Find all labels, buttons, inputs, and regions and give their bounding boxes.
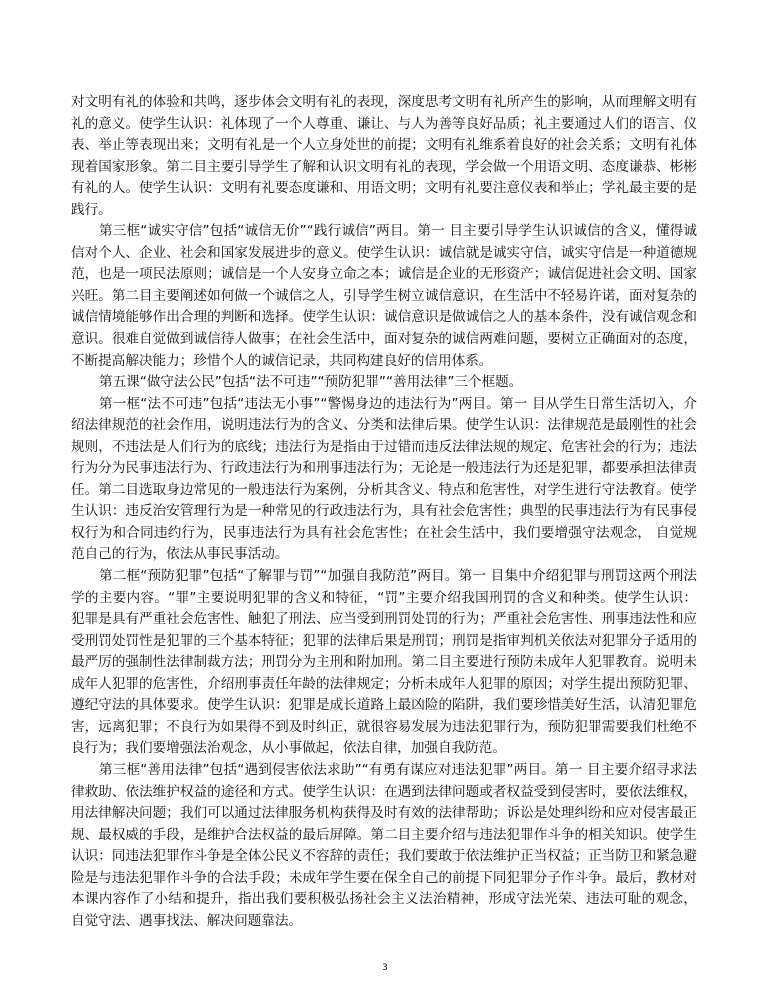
paragraph-civility-continued: 对文明有礼的体验和共鸣，逐步体会文明有礼的表现，深度思考文明有礼所产生的影响，从而理解文明有礼的意义。使学生认识：礼体现了一个人尊重、谦让、与人为善等良好品质；礼主要通过人们的语言、仪表、举止等表现出来；文明有礼是一个人立身处世的前提；文明有礼维系着良好的社会关系；文明有礼体现着国家形象。第二目主要引导学生了解和认识文明有礼的表现，学会做一个用语文明、态度谦恭、彬彬有礼的人。使学生认识：文明有礼要态度谦和、用语文明；文明有礼要注意仪表和举止；学礼最主要的是践行。 <box>71 94 697 218</box>
body-text <box>71 92 697 932</box>
page-number: 3 <box>382 963 388 973</box>
paragraph-honesty: 第三框“诚实守信”包括“诚信无价”“践行诚信”两目。第一 目主要引导学生认识诚信的含义，懂得诚信对个人、企业、社会和国家发展进步的意义。使学生认识：诚信就是诚实守信，诚实守信是一种道德规范，也是一项民法原则；诚信是一个人安身立命之本；诚信是企业的无形资产；诚信促进社会文明、国家兴旺。第二目主要阐述如何做一个诚信之人，引导学生树立诚信意识，在生活中不轻易许诺，面对复杂的诚信情境能够作出合理的判断和选择。使学生认识：诚信意识是做诚信之人的基本条件，没有诚信观念和意识。很难自觉做到诚信待人做事；在社会生活中，面对复杂的诚信两难问题，要树立正确面对的态度，不断提高解决能力；珍惜个人的诚信记录，共同构建良好的信用体系。 <box>71 223 697 369</box>
paragraph-use-law: 第三框“善用法律”包括“遇到侵害依法求助”“有勇有谋应对违法犯罪”两目。第一 目主要介绍寻求法律救助、依法维护权益的途径和方式。使学生认识：在遇到法律问题或者权益受到侵害时，要依法维权，用法律解决问题；我们可以通过法律服务机构获得及时有效的法律帮助；诉讼是处理纠纷和应对侵害最正规、最权威的手段，是维护合法权益的最后屏障。第二目主要介绍与违法犯罪作斗争的相关知识。使学生认识：同违法犯罪作斗争是全体公民义不容辞的责任；我们要敢于依法维护正当权益；正当防卫和紧急避险是与违法犯罪作斗争的合法手段；未成年学生要在保全自己的前提下同犯罪分子作斗争。最后，教材对本课内容作了小结和提升，指出我们要积极弘扬社会主义法治精神，形成守法光荣、违法可耻的观念， 自觉守法、遇事找法、解决问题靠法。 <box>71 761 697 929</box>
paragraph-law-inviolable: 第一框“法不可违”包括“违法无小事”“警惕身边的违法行为”两目。第一 目从学生日常生活切入，介绍法律规范的社会作用，说明违法行为的含义、分类和法律后果。使学生认识：法律规范是最刚性的社会规则，不违法是人们行为的底线；违法行为是指由于过错而违反法律法规的规定、危害社会的行为；违法行为分为民事违法行为、行政违法行为和刑事违法行为；无论是一般违法行为还是犯罪，都要承担法律责任。第二目选取身边常见的一般违法行为案例，分析其含义、特点和危害性，对学生进行守法教育。使学生认识：违反治安管理行为是一种常见的行政违法行为，具有社会危害性；典型的民事违法行为有民事侵权行为和合同违约行为，民事违法行为具有社会危害性；在社会生活中，我们要增强守法观念， 自觉规范自己的行为，依法从事民事活动。 <box>71 395 697 563</box>
paragraph-lesson-five-intro: 第五课“做守法公民”包括“法不可违”“预防犯罪”“善用法律”三个框题。 <box>99 374 523 391</box>
paragraph-crime-prevention: 第二框“预防犯罪”包括“了解罪与罚”“加强自我防范”两目。第一 目集中介绍犯罪与刑罚这两个刑法学的主要内容。“罪”主要说明犯罪的含义和特征，“罚”主要介绍我国刑罚的含义和种类。使学生认识：犯罪是具有严重社会危害性、触犯了刑法、应当受到刑罚处罚的行为；严重社会危害性、刑事违法性和应受刑罚处罚性是犯罪的三个基本特征；犯罪的法律后果是刑罚；刑罚是指审判机关依法对犯罪分子适用的最严厉的强制性法律制裁方法；刑罚分为主刑和附加刑。第二目主要进行预防未成年人犯罪教育。说明未成年人犯罪的危害性，介绍刑事责任年龄的法律规定；分析未成年人犯罪的原因；对学生提出预防犯罪、遵纪守法的具体要求。使学生认识：犯罪是成长道路上最凶险的陷阱，我们要珍惜美好生活，认清犯罪危害，远离犯罪；不良行为如果得不到及时纠正，就很容易发展为违法犯罪行为，预防犯罪需要我们杜绝不良行为；我们要增强法治观念，从小事做起，依法自律，加强自我防范。 <box>71 568 697 757</box>
